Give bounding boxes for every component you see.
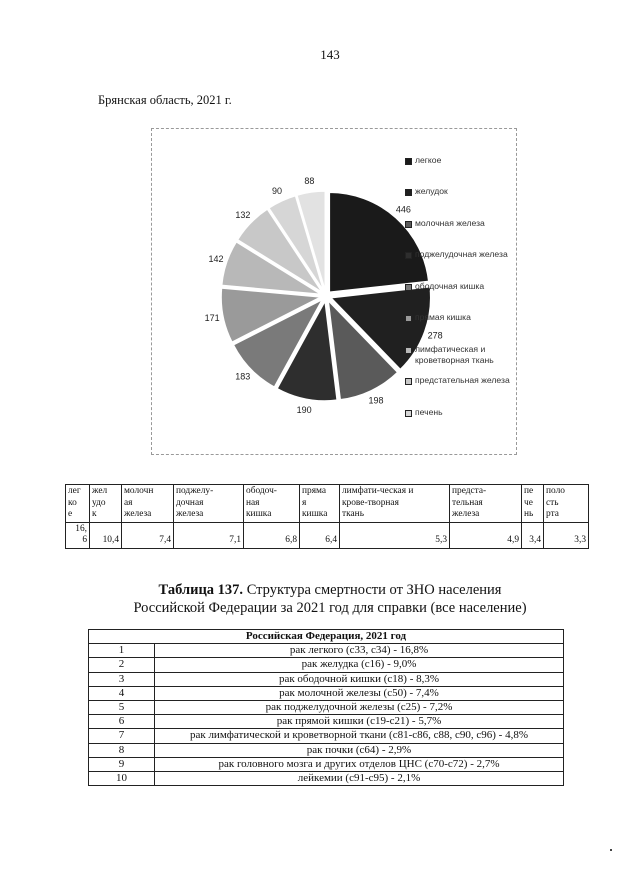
pie-data-label: 198 [368, 395, 384, 406]
pie-data-label: 88 [304, 176, 315, 187]
row-number: 10 [89, 772, 155, 786]
table-row [89, 701, 564, 715]
table-row [89, 757, 564, 771]
pie-data-label: 183 [235, 371, 251, 382]
legend-swatch [405, 315, 412, 322]
row-text: рак молочной железы (с50) - 7,4% [155, 686, 564, 700]
row-number: 5 [89, 701, 155, 715]
table-a-value-cell: 7,4 [122, 522, 174, 548]
legend-item [405, 186, 533, 197]
table-a-value-cell: 16, 6 [66, 522, 90, 548]
legend-label: прямая кишка [415, 312, 471, 322]
table-row [89, 686, 564, 700]
legend-label: легкое [415, 155, 442, 165]
pie-slice [329, 192, 428, 292]
row-text: рак поджелудочной железы (с25) - 7,2% [155, 701, 564, 715]
legend-swatch [405, 284, 412, 291]
table-a-value-cell: 4,9 [450, 522, 522, 548]
legend-item [405, 407, 533, 418]
legend-label: желудок [415, 186, 448, 196]
legend-swatch [405, 347, 412, 354]
table-row [89, 743, 564, 757]
pie-data-label: 132 [235, 210, 251, 221]
legend-swatch [405, 158, 412, 165]
legend-label: поджелудочная железа [415, 249, 508, 259]
table-a-value-cell: 3,4 [522, 522, 544, 548]
legend-label: печень [415, 407, 443, 417]
table-a-header-cell: лимфати-ческая и крове-творная ткань [340, 485, 450, 523]
table-row [89, 715, 564, 729]
row-number: 3 [89, 672, 155, 686]
legend-label: предстательная железа [415, 375, 510, 385]
row-text: рак лимфатической и кроветворной ткани (с81-с86, с88, с90, с96) - 4,8% [155, 729, 564, 743]
table-title-bold: Таблица 137. [158, 582, 244, 598]
row-text: рак головного мозга и других отделов ЦНС (с70-с72) - 2,7% [155, 757, 564, 771]
legend-swatch [405, 252, 412, 259]
page-number: 143 [320, 47, 340, 62]
table-a-header-cell: лег ко е [66, 485, 90, 523]
table-a-value-cell: 7,1 [174, 522, 244, 548]
table-a-header-cell: пряма я кишка [300, 485, 340, 523]
row-number: 4 [89, 686, 155, 700]
pie-data-label: 446 [395, 204, 411, 215]
russia-mortality-table [88, 629, 564, 786]
table-a-header-cell: поло сть рта [544, 485, 589, 523]
legend-label: ободочная кишка [415, 281, 485, 291]
pie-data-label: 190 [296, 404, 312, 415]
table-a-header-cell: ободоч- ная кишка [244, 485, 300, 523]
legend-item [405, 344, 533, 366]
table-a-value-cell: 5,3 [340, 522, 450, 548]
table-row [89, 772, 564, 786]
table-row [89, 729, 564, 743]
mortality-share-table [65, 484, 589, 549]
table-a-header-cell: жел удо к [90, 485, 122, 523]
row-number: 8 [89, 743, 155, 757]
row-number: 1 [89, 644, 155, 658]
legend-item [405, 155, 533, 166]
region-caption: Брянская область, 2021 г. [98, 93, 232, 107]
row-number: 6 [89, 715, 155, 729]
row-text: рак легкого (с33, с34) - 16,8% [155, 644, 564, 658]
table-row [89, 644, 564, 658]
row-text: рак почки (с64) - 2,9% [155, 743, 564, 757]
row-text: рак ободочной кишки (с18) - 8,3% [155, 672, 564, 686]
table-b-header: Российская Федерация, 2021 год [89, 630, 564, 644]
table-title-text: Структура смертности от ЗНО населения [243, 582, 502, 598]
table-a-header-cell: молочн ая железа [122, 485, 174, 523]
row-text: лейкемии (с91-с95) - 2,1% [155, 772, 564, 786]
row-number: 7 [89, 729, 155, 743]
pie-data-label: 171 [204, 312, 220, 323]
legend-swatch [405, 378, 412, 385]
pie-data-label: 278 [427, 330, 443, 341]
table-a-value-cell: 3,3 [544, 522, 589, 548]
table-title-line1 [0, 582, 640, 599]
legend-item [405, 281, 533, 292]
table-a-header-cell: пе че нь [522, 485, 544, 523]
table-a-value-cell: 6,4 [300, 522, 340, 548]
legend-label: лимфатическая и кроветворная ткань [415, 344, 494, 365]
table-a-header-cell: предста- тельная железа [450, 485, 522, 523]
legend-swatch [405, 410, 412, 417]
row-text: рак желудка (с16) - 9,0% [155, 658, 564, 672]
legend-item [405, 312, 533, 323]
table-a-header-row [66, 485, 589, 523]
legend-swatch [405, 189, 412, 196]
table-row [89, 658, 564, 672]
pie-data-label: 90 [272, 185, 283, 196]
row-number: 9 [89, 757, 155, 771]
row-number: 2 [89, 658, 155, 672]
scan-dot [610, 849, 612, 851]
row-text: рак прямой кишки (с19-с21) - 5,7% [155, 715, 564, 729]
legend-item [405, 218, 533, 229]
table-a-value-row [66, 522, 589, 548]
legend-item [405, 375, 533, 386]
table-row [89, 672, 564, 686]
table-title-line2: Российской Федерации за 2021 год для справки (все население) [133, 600, 527, 616]
table-a-value-cell: 6,8 [244, 522, 300, 548]
table-a-header-cell: поджелу- дочная железа [174, 485, 244, 523]
table-a-value-cell: 10,4 [90, 522, 122, 548]
legend-swatch [405, 221, 412, 228]
legend-label: молочная железа [415, 218, 485, 228]
pie-data-label: 142 [208, 254, 224, 265]
legend-item [405, 249, 533, 260]
